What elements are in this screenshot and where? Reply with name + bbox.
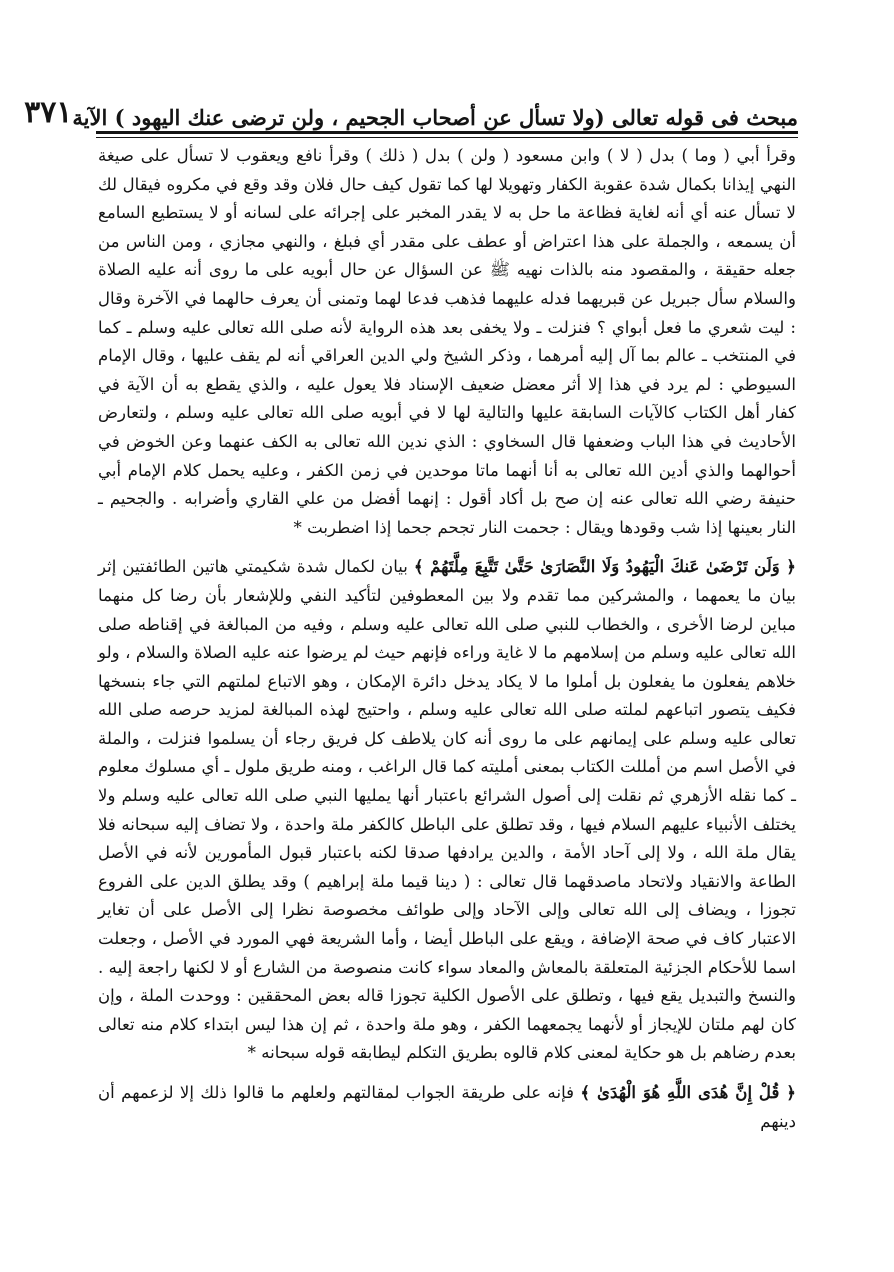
commentary-text (98, 142, 796, 1212)
page-number: ٣٧١ (24, 95, 73, 130)
page-header (24, 82, 798, 130)
quran-verse: ﴿ قُلْ إِنَّ هُدَى اللَّهِ هُوَ الْهُدَىٰ ﴾ (580, 1082, 796, 1102)
header-rule (96, 131, 798, 138)
paragraph-1 (98, 142, 796, 542)
paragraph-2-text: بيان لكمال شدة شكيمتي هاتين الطائفتين إثر بيان ما يعمهما ، والمشركين مما تقدم ولا بين المعطوفين لتأكيد النفي وللإشعار بأن رضا كل منهما مباين لرضا الأخرى ، والخطاب للنبي صلى الله تعالى عليه وسلم ، وفيه من المبالغة في إقناطه صلى الله تعالى عليه وسلم من إسلامهم ما لا غاية وراءه فإنهم حيث لم يرضوا عنه عليه الصلاة والسلام ، ولو خلاهم يفعلون ما يفعلون بل أملوا ما لا يكاد يدخل دائرة الإمكان ، وهو الاتباع لملتهم التي جاء بنسخها فكيف يتصور اتباعهم لملته صلى الله تعالى عليه وسلم ، واحتيج لهذه المبالغة لمزيد حرصه صلى الله تعالى عليه وسلم على إيمانهم على ما روى أنه كان يلاطف كل فريق رجاء أن يسلموا فنزلت ، والملة في الأصل اسم من أمللت الكتاب بمعنى أمليته كما قال الراغب ، ومنه طريق ملول ـ أي مسلوك معلوم ـ كما نقله الأزهري ثم نقلت إلى أصول الشرائع باعتبار أنها يمليها النبي صلى الله تعالى عليه وسلم ولا يختلف الأنبياء عليهم السلام فيها ، وقد تطلق على الباطل كالكفر ملة واحدة ، ولا تضاف إليه سبحانه فلا يقال ملة الله ، ولا إلى آحاد الأمة ، والدين يرادفها صدقا لكنه باعتبار قبول المأمورين لأنه في الأصل الطاعة والانقياد ولاتحاد ماصدقهما قال تعالى : ( دينا قيما ملة إبراهيم ) وقد يطلق الدين على الفروع تجوزا ، ويضاف إلى الله تعالى وإلى الآحاد وإلى طوائف مخصوصة نظرا إلى الأصل على أن تغاير الاعتبار كاف في صحة الإضافة ، ويقع على الباطل أيضا ، وأما الشريعة فهي المورد في الأصل ، وجعلت اسما للأحكام الجزئية المتعلقة بالمعاش والمعاد سواء كانت منصوصة من الشارع أو لا لكنها راجعة إليه . والنسخ والتبديل يقع فيها ، وتطلق على الأصول الكلية تجوزا قاله بعض المحققين : ووحدت الملة ، وإن كان لهم ملتان للإيجاز أو لأنهما يجمعهما الكفر ، وهو ملة واحدة ، ثم إن هذا ليس ابتداء كلام منه تعالى بعدم رضاهم بل هو حكاية لمعنى كلام قالوه بطريق التكلم ليطابقه قوله سبحانه * (98, 557, 796, 1063)
paragraph-3 (98, 1078, 796, 1136)
paragraph-3-text: فإنه على طريقة الجواب لمقالتهم ولعلهم ما قالوا ذلك إلا لزعمهم أن دينهم (98, 1083, 796, 1131)
running-title: مبحث فى قوله تعالى (ولا تسأل عن أصحاب الجحيم ، ولن ترضى عنك اليهود ) الآية (72, 105, 798, 130)
paragraph-2 (98, 552, 796, 1068)
paragraph-1-text: وقرأ أبي ( وما ) بدل ( لا ) وابن مسعود ( ولن ) بدل ( ذلك ) وقرأ نافع ويعقوب لا تسأل على صيغة النهي إيذانا بكمال شدة عقوبة الكفار وتهويلا لها كما تقول كيف حال فلان وقد وقع في مكروه فيقال لك لا تسأل عنه أي أنه لغاية فظاعة ما حل به لا يقدر المخبر على إجرائه على لسانه أو لا يستطيع السامع أن يسمعه ، والجملة على هذا اعتراض أو عطف على مقدر أي فبلغ ، والنهي مجازي ، ومن الناس من جعله حقيقة ، والمقصود منه بالذات نهيه ﷺ عن السؤال عن حال أبويه على ما روى أنه عليه الصلاة والسلام سأل جبريل عن قبريهما فدله عليهما فذهب فدعا لهما وتمنى أن يعرف حالهما في الآخرة وقال : ليت شعري ما فعل أبواي ؟ فنزلت ـ ولا يخفى بعد هذه الرواية لأنه صلى الله تعالى عليه وسلم ـ كما في المنتخب ـ عالم بما آل إليه أمرهما ، وذكر الشيخ ولي الدين العراقي أنه لم يقف عليها ، وقال الإمام السيوطي : لم يرد في هذا إلا أثر معضل ضعيف الإسناد فلا يعول عليه ، والذي يقطع به أن الآية في كفار أهل الكتاب كالآيات السابقة عليها والتالية لها لا في أبويه صلى الله تعالى عليه وسلم ، ولتعارض الأحاديث في هذا الباب وضعفها قال السخاوي : الذي ندين الله تعالى به الكف عنهما وعن الخوض في أحوالهما والذي أدين الله تعالى به أنا أنهما ماتا موحدين في زمن الكفر ، وعليه يحمل كلام الإمام أبي حنيفة رضي الله تعالى عنه إن صح بل أكاد أقول : إنهما أفضل من علي القاري وأضرابه . والجحيم ـ النار بعينها إذا شب وقودها ويقال : جحمت النار تجحم جحما إذا اضطربت * (98, 146, 796, 537)
quran-verse: ﴿ وَلَن تَرْضَىٰ عَنكَ الْيَهُودُ وَلَا النَّصَارَىٰ حَتَّىٰ تَتَّبِعَ مِلَّتَهُمْ ﴾ (413, 556, 796, 577)
